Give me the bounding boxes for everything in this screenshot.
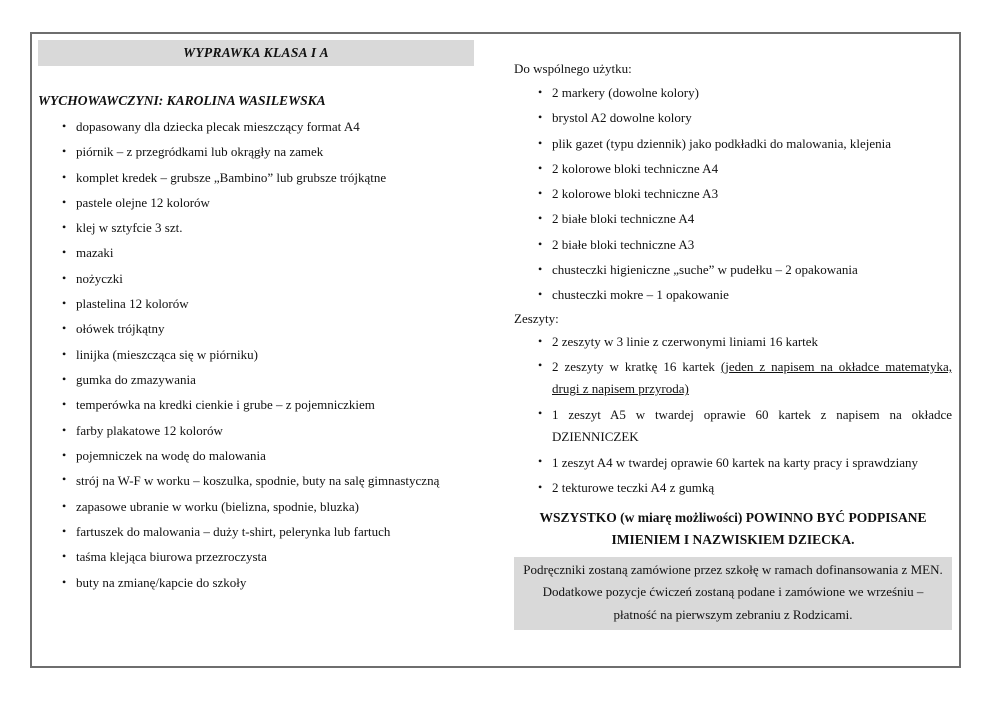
list-item: • zapasowe ubranie w worku (bielizna, spodnie, bluzka) [38,494,474,519]
textbooks-note: Podręczniki zostaną zamówione przez szkołę w ramach dofinansowania z MEN. Dodatkowe pozycje ćwiczeń zostaną podane i zamówione we wrześniu – płatność na pierwszym zebraniu z Rodzicami. [514,557,952,631]
list-item: • chusteczki higieniczne „suche” w pudełku – 2 opakowania [514,257,952,282]
list-item: • plastelina 12 kolorów [38,291,474,316]
list-item: • gumka do zmazywania [38,367,474,392]
list-item: • fartuszek do malowania – duży t-shirt, pelerynka lub fartuch [38,519,474,544]
list-item: • 2 kolorowe bloki techniczne A4 [514,156,952,181]
list-item: • piórnik – z przegródkami lub okrągły na zamek [38,139,474,164]
list-item: • buty na zmianę/kapcie do szkoły [38,570,474,595]
list-item: • pojemniczek na wodę do malowania [38,443,474,468]
notebooks-heading: Zeszyty: [514,310,559,326]
list-item: • 2 tekturowe teczki A4 z gumką [514,475,952,500]
list-item [514,354,952,402]
list-item: • 2 białe bloki techniczne A3 [514,232,952,257]
list-item: • chusteczki mokre – 1 opakowanie [514,282,952,307]
list-item: • 1 zeszyt A5 w twardej oprawie 60 kartek z napisem na okładce DZIENNICZEK [514,402,952,450]
right-column [514,60,952,630]
list-item: • dopasowany dla dziecka plecak mieszczący format A4 [38,114,474,139]
left-column [38,40,474,595]
list-item: • 2 markery (dowolne kolory) [514,80,952,105]
document-title: WYPRAWKA KLASA I A [38,40,474,66]
notebook-item-text: 2 zeszyty w kratkę 16 kartek [552,358,721,374]
list-item: • klej w sztyfcie 3 szt. [38,215,474,240]
shared-use-list [514,80,952,308]
list-item: • temperówka na kredki cienkie i grube – z pojemniczkiem [38,392,474,417]
teacher-name: WYCHOWAWCZYNI: KAROLINA WASILEWSKA [38,93,326,108]
list-item: • 2 zeszyty w 3 linie z czerwonymi liniami 16 kartek [514,329,952,354]
shared-use-heading: Do wspólnego użytku: [514,61,632,76]
supplies-list [38,114,474,595]
list-item: • strój na W-F w worku – koszulka, spodnie, buty na salę gimnastyczną [38,468,474,494]
list-item: • komplet kredek – grubsze „Bambino” lub grubsze trójkątne [38,165,474,190]
list-item: • pastele olejne 12 kolorów [38,190,474,215]
list-item: • mazaki [38,240,474,265]
list-item: • ołówek trójkątny [38,316,474,341]
list-item: • 1 zeszyt A4 w twardej oprawie 60 kartek na karty pracy i sprawdziany [514,450,952,476]
notebooks-list [514,329,952,501]
list-item: • taśma klejąca biurowa przezroczysta [38,544,474,569]
list-item: • linijka (mieszcząca się w piórniku) [38,342,474,367]
sign-everything-notice: WSZYSTKO (w miarę możliwości) POWINNO BYĆ PODPISANE IMIENIEM I NAZWISKIEM DZIECKA. [539,509,927,547]
list-item: • 2 kolorowe bloki techniczne A3 [514,181,952,206]
list-item: • brystol A2 dowolne kolory [514,105,952,130]
notebook-item-underlined: (jeden z napisem na okładce matematyka, drugi z napisem przyroda) [552,358,952,397]
list-item: • nożyczki [38,266,474,291]
list-item: • farby plakatowe 12 kolorów [38,418,474,443]
list-item: • plik gazet (typu dziennik) jako podkładki do malowania, klejenia [514,131,952,156]
list-item: • 2 białe bloki techniczne A4 [514,206,952,231]
